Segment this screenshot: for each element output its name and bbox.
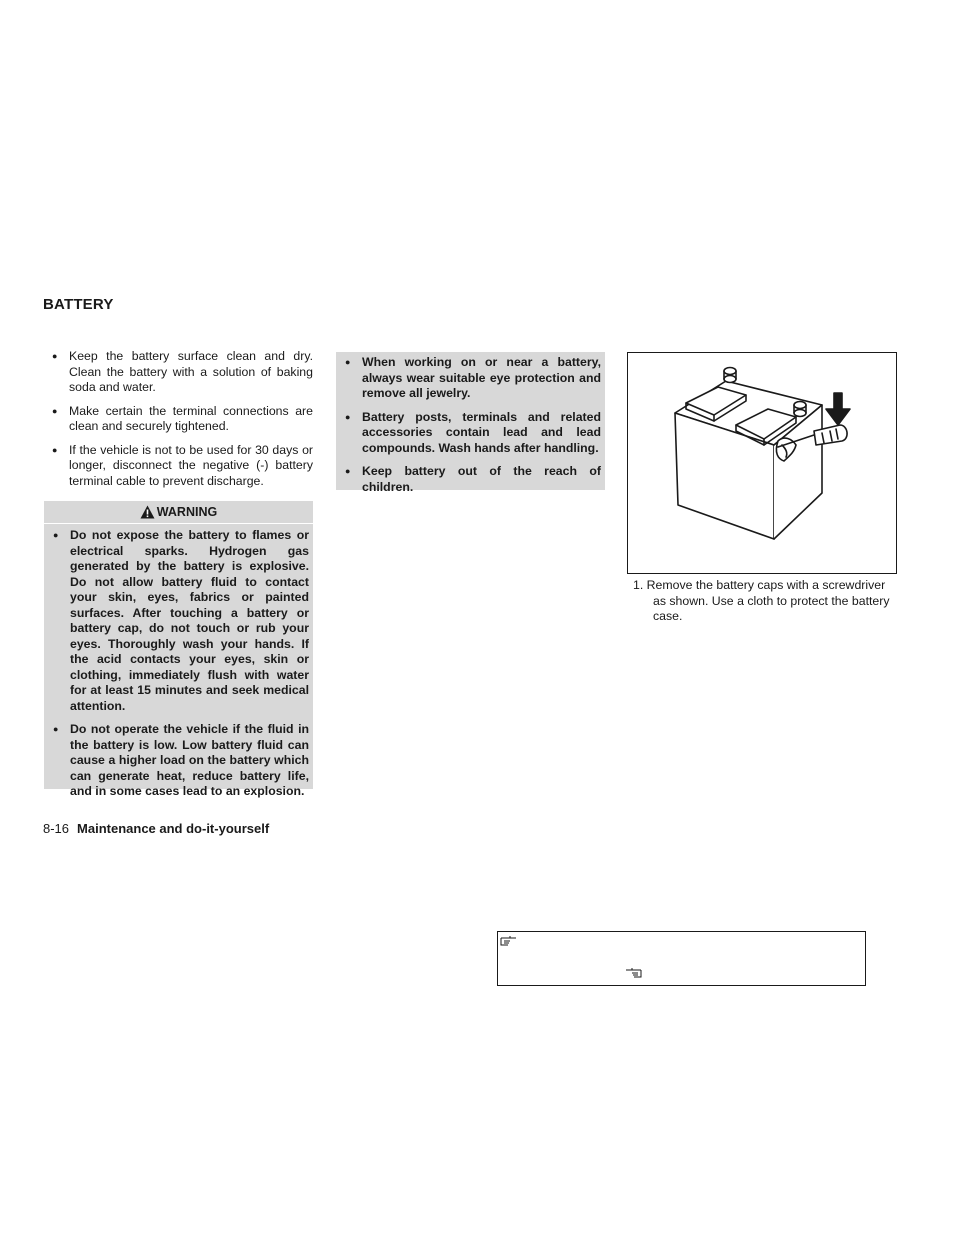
page-footer — [43, 821, 269, 836]
list-item: ● Keep the battery surface clean and dry. Clean the battery with a solution of baking soda and water. — [43, 349, 313, 396]
section-title: BATTERY — [43, 296, 114, 313]
list-item: ● Make certain the terminal connections are clean and securely tightened. — [43, 404, 313, 435]
battery-drawing — [628, 353, 896, 573]
list-item: ● Keep battery out of the reach of children. — [336, 464, 605, 495]
left-column — [43, 349, 313, 497]
list-item: ● If the vehicle is not to be used for 30 days or longer, disconnect the negative (-) battery terminal cable to prevent discharge. — [43, 443, 313, 490]
battery-illustration — [627, 352, 897, 574]
warning-box — [44, 501, 313, 798]
warning-label: WARNING — [156, 505, 218, 519]
list-item: ● Do not expose the battery to flames or electrical sparks. Hydrogen gas generated by the battery is explosive. Do not allow battery fluid to contact your skin, eyes, fabrics or painted surfaces. After touching a battery or battery cap, do not touch or rub your eyes. Thoroughly wash your hands. If the acid contacts your eyes, skin or clothing, immediately flush with water for at least 15 minutes and seek medical attention. — [44, 528, 313, 714]
figure-caption: 1. Remove the battery caps with a screwdriver as shown. Use a cloth to protect the battery case. — [633, 578, 890, 623]
reference-box — [497, 931, 866, 986]
warning-bullet-list — [44, 528, 313, 800]
pointing-hand-left-icon — [624, 967, 642, 979]
left-bullet-list — [43, 349, 313, 489]
caution-box — [336, 352, 605, 494]
warning-heading — [44, 501, 313, 524]
pointing-hand-icon — [500, 935, 518, 947]
caution-bullet-list — [336, 355, 605, 495]
footer-title: Maintenance and do-it-yourself — [77, 821, 270, 836]
page-number: 8-16 — [43, 821, 70, 836]
warning-triangle-icon — [140, 505, 155, 519]
list-item: ● Do not operate the vehicle if the fluid in the battery is low. Low battery fluid can cause a higher load on the battery which can generate heat, reduce battery life, and in some cases lead to an explosion. — [44, 722, 313, 800]
list-item: ● When working on or near a battery, always wear suitable eye protection and remove all jewelry. — [336, 355, 605, 402]
list-item: ● Battery posts, terminals and related accessories contain lead and lead compounds. Wash hands after handling. — [336, 410, 605, 457]
